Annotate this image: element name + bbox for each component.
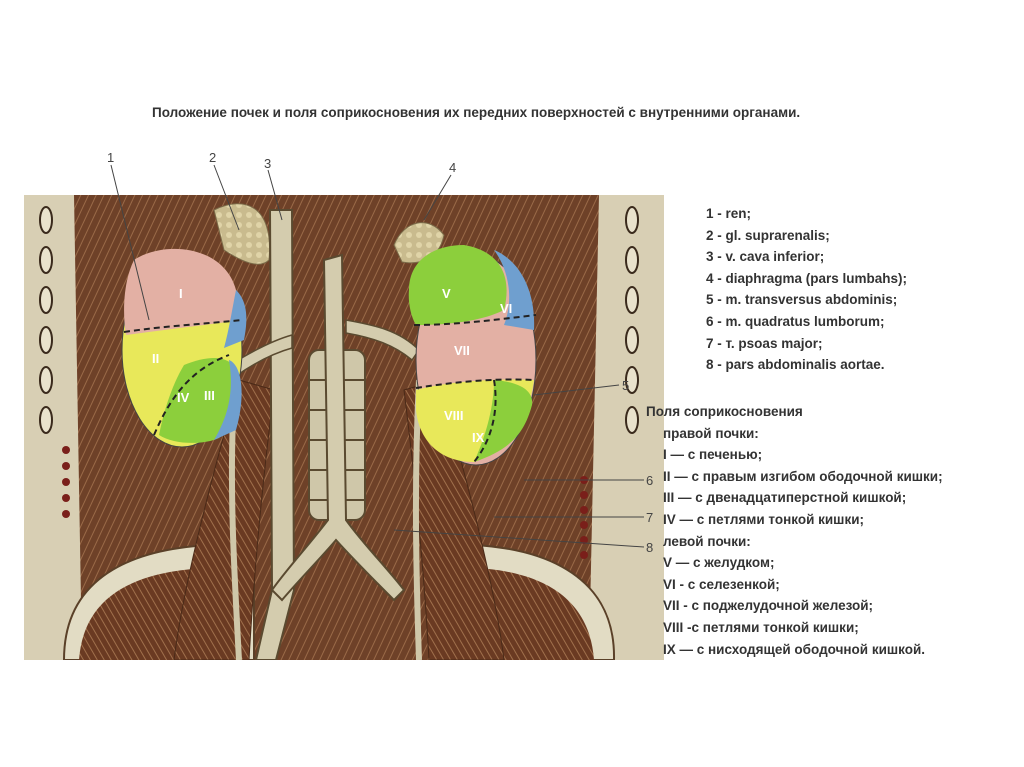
callout-5: 5 (622, 378, 630, 393)
region-ix: IX (472, 430, 485, 445)
callout-6: 6 (646, 473, 654, 488)
left-kidney-heading: левой почки: (663, 533, 751, 549)
contact-field-item: III — с двенадцатиперстной кишкой; (663, 490, 907, 506)
region-vii: VII (454, 343, 470, 358)
legend-item: 7 - т. psoas major; (706, 335, 823, 351)
contact-field-item: VI - с селезенкой; (663, 576, 780, 592)
contact-field-item: VII - с поджелудочной железой; (663, 598, 874, 614)
contact-field-item: IV — с петлями тонкой кишки; (663, 511, 864, 527)
left-abdominal-wall (24, 195, 82, 660)
contact-fields-heading: Поля соприкосновения (646, 404, 803, 419)
legend-item: 1 - ren; (706, 206, 752, 221)
region-v: V (442, 286, 451, 301)
kidney-anatomy-illustration (24, 150, 664, 660)
region-ii: II (152, 351, 160, 366)
anatomy-svg (24, 150, 664, 660)
region-iii: III (204, 388, 215, 403)
contact-field-item: II — с правым изгибом ободочной кишки; (663, 468, 943, 484)
region-vi: VI (500, 301, 513, 316)
legend-item: 8 - pars abdominalis aortae. (706, 357, 885, 373)
right-kidney-heading: правой почки: (663, 425, 759, 441)
callout-4: 4 (449, 160, 457, 175)
callout-7: 7 (646, 510, 654, 525)
region-viii: VIII (444, 408, 464, 423)
callout-3: 3 (264, 156, 272, 171)
right-kidney (122, 249, 246, 447)
structures-legend (706, 203, 907, 376)
left-kidney (409, 245, 536, 465)
region-iv: IV (177, 390, 190, 405)
legend-item: 4 - diaphragma (pars lumbahs); (706, 270, 908, 286)
page-title: Положение почек и поля соприкосновения их передних поверхностей с внутренними органами. (152, 105, 801, 120)
legend-item: 3 - v. cava inferior; (706, 249, 825, 265)
legend-item: 2 - gl. suprarenalis; (706, 227, 830, 243)
contact-field-item: I — с печенью; (663, 447, 763, 463)
callout-8: 8 (646, 540, 654, 555)
contact-field-item: IX — с нисходящей ободочной кишкой. (663, 641, 926, 657)
region-i: I (179, 286, 183, 301)
legend-item: 5 - m. transversus abdominis; (706, 292, 898, 308)
callout-2: 2 (209, 150, 217, 165)
callout-1: 1 (107, 150, 115, 165)
legend-item: 6 - m. quadratus lumborum; (706, 313, 885, 329)
contact-field-item: VIII -с петлями тонкой кишки; (663, 619, 859, 635)
contact-fields-legend (646, 401, 943, 660)
contact-field-item: V — с желудком; (663, 555, 775, 571)
